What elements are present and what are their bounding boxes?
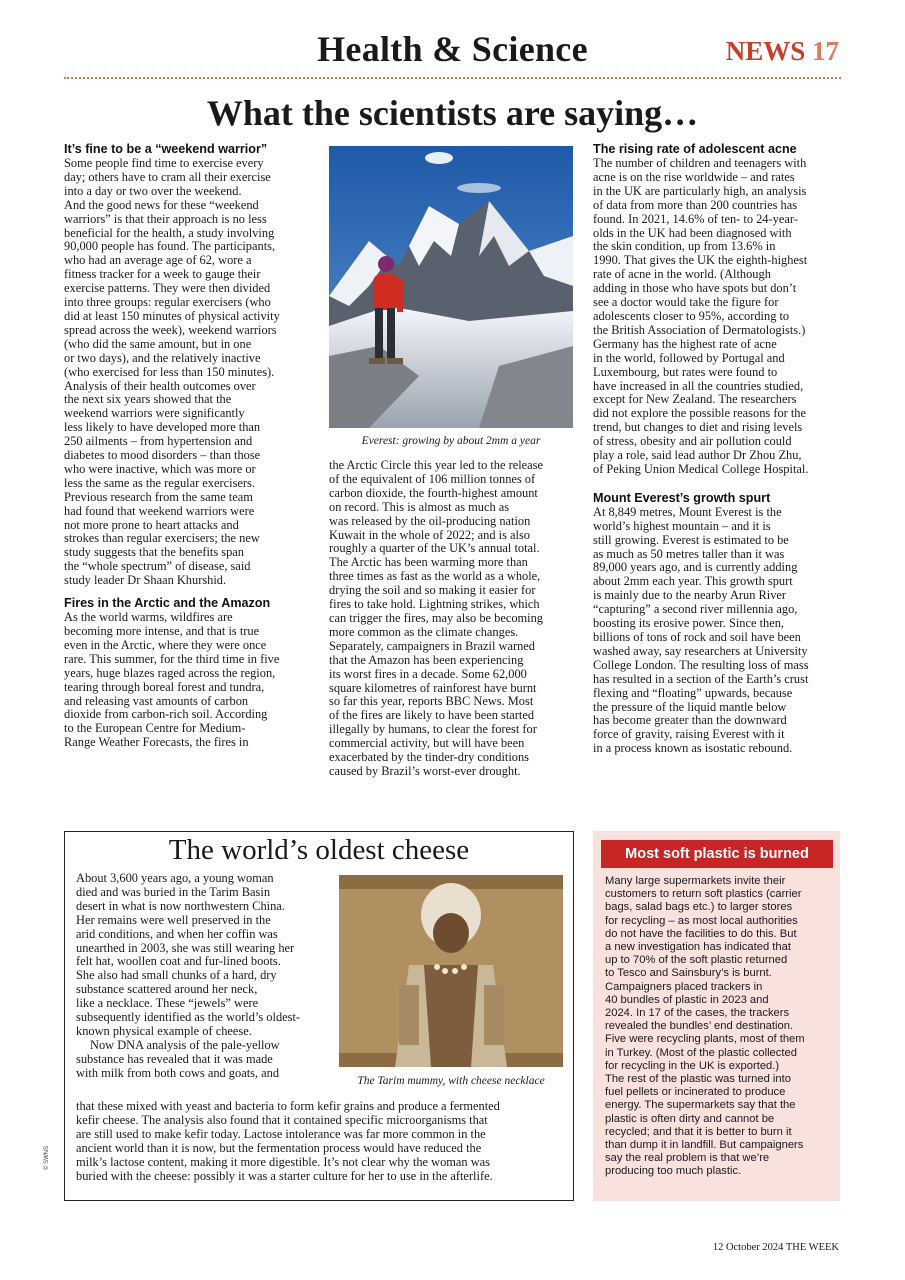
text-line: acne is on the rise worldwide – and rates [593, 169, 795, 184]
text-line: that these mixed with yeast and bacteria to form kefir grains and produce a fermented [76, 1099, 500, 1113]
article-body-weekend [64, 157, 322, 588]
text-line: force of gravity, raising Everest with it [593, 727, 785, 742]
page-footer [713, 1242, 839, 1253]
text-line: known physical example of cheese. [76, 1023, 252, 1038]
plastic-body [605, 875, 833, 1179]
text-line: has resulted in a section of the Earth’s crust [593, 671, 809, 686]
text-line: illegally by humans, to clear the forest for [329, 722, 537, 737]
text-line: producing too much plastic. [605, 1165, 742, 1178]
text-line: say the real problem is that we’re [605, 1152, 770, 1165]
text-line: customers to return soft plastics (carrier [605, 888, 802, 901]
text-line: Previous research from the same team [64, 489, 253, 504]
plastic-heading: Most soft plastic is burned [601, 840, 833, 868]
text-line: its worst fires in a decade. Some 62,000 [329, 666, 527, 681]
text-line: recycled; and that it is better to burn it [605, 1125, 792, 1138]
text-line: the pressure of the liquid mantle below [593, 699, 787, 714]
text-line: are still used to make kefir today. Lactose intolerance was far more common in the [76, 1126, 486, 1141]
text-line: caused by Brazil’s worst-ever drought. [329, 763, 521, 778]
text-line: billions of tons of rock and soil have been [593, 630, 801, 644]
text-line: washed away, say researchers at University [593, 643, 808, 658]
article-body-everest [593, 506, 843, 756]
text-line: three times as fast as the world as a whole, [329, 569, 541, 584]
text-line: 1990. That gives the UK the eighth-highest [593, 253, 808, 268]
text-line: to Tesco and Sainsbury’s is burnt. [605, 967, 772, 980]
text-line: Separately, campaigners in Brazil warned [329, 638, 535, 653]
text-line: study suggests that the benefits span [64, 545, 244, 560]
text-line: buried with the cheese: possibly it was a starter culture for her to use in the afterlife. [76, 1168, 493, 1183]
text-line: substance has revealed that it was made [76, 1051, 273, 1066]
text-line: strokes than regular exercisers; the new [64, 531, 260, 546]
text-line: for recycling – as most local authorities [605, 914, 798, 927]
text-line: with milk from both cows and goats, and [76, 1065, 280, 1080]
text-line: energy. The supermarkets say that the [605, 1099, 796, 1112]
text-line: so far this year, reports BBC News. Most [329, 694, 534, 709]
text-line: fitness tracker for a week to gauge their [64, 267, 261, 282]
text-line: the next six years showed that the [64, 392, 232, 407]
header-rule [64, 77, 841, 79]
text-line: exacerbated by the tinder-dry conditions [329, 750, 529, 765]
text-line: fires to take hold. Lightning strikes, which [329, 597, 540, 612]
text-line: 40 bundles of plastic in 2023 and [605, 993, 769, 1006]
text-line: see a doctor would take the figure for [593, 295, 779, 310]
text-line: of Peking Union Medical College Hospital. [593, 461, 809, 476]
text-line: Five were recycling plants, most of them [605, 1033, 805, 1046]
text-line: world’s highest mountain – and it is [593, 518, 771, 533]
cheese-title: The world’s oldest cheese [168, 834, 470, 866]
text-line: had found that weekend warriors were [64, 503, 255, 518]
text-line: The Arctic has been warming more than [329, 555, 528, 570]
article-body-fires-part2 [329, 459, 579, 779]
article-heading-weekend: It’s fine to be a “weekend warrior” [64, 142, 268, 156]
text-line: rate of acne in the world. (Although [593, 267, 771, 282]
text-line: have increased in all the countries studied, [593, 378, 804, 393]
text-line: tearing through boreal forest and tundra, [64, 679, 265, 694]
text-line: except for New Zealand. The researchers [593, 392, 797, 407]
cheese-body-left [76, 872, 338, 1081]
text-line: into a day or two over the weekend. [64, 183, 242, 198]
text-line: Germany has the highest rate of acne [593, 336, 777, 351]
text-line: play a role, said lead author Dr Zhou Zhu, [593, 448, 802, 463]
text-line: Many large supermarkets invite their [605, 875, 786, 887]
text-line: subsequently identified as the world’s oldest- [76, 1010, 301, 1025]
text-line: milk’s lactose content, making it more digestible. It’s not clear why the woman was [76, 1154, 490, 1169]
text-line: a new investigation has indicated that [605, 941, 791, 954]
text-line: of stress, obesity and air pollution could [593, 434, 792, 449]
text-line: arid conditions, and when her coffin was [76, 926, 278, 941]
text-line: fuel pellets or incinerated to produce [605, 1086, 786, 1099]
text-line: olds in the UK had been diagnosed with [593, 225, 792, 240]
text-line: felt hat, woollen coat and fur-lined boots. [76, 954, 281, 969]
text-line: dioxide from carbon-rich soil. According [64, 707, 268, 722]
text-line: spread across the week), weekend warriors [64, 322, 277, 337]
text-line: on record. This is almost as much as [329, 499, 510, 514]
text-line: like a necklace. These “jewels” were [76, 996, 259, 1011]
mummy-photo [339, 875, 563, 1067]
text-line: died and was buried in the Tarim Basin [76, 884, 271, 899]
text-line: College London. The resulting loss of mass [593, 657, 809, 672]
text-line: the “whole spectrum” of disease, said [64, 559, 251, 574]
text-line: beneficial for the health, a study involving [64, 225, 275, 240]
column-left [64, 142, 322, 750]
text-line: less likely to have developed more than [64, 420, 261, 435]
text-line: trend, but changes to diet and rising levels [593, 420, 803, 435]
text-line: up to 70% of the soft plastic returned [605, 954, 788, 967]
text-line: Luxembourg, but rates were found to [593, 364, 778, 379]
text-line: is mainly due to the nearby Arun River [593, 588, 787, 603]
article-body-acne [593, 157, 843, 477]
column-right [593, 142, 843, 756]
text-line: unearthed in 2003, she was still wearing her [76, 940, 295, 955]
text-line: was released by the oil-producing nation [329, 513, 531, 528]
text-line: “capturing” a second river millennia ago, [593, 602, 798, 617]
text-line: 2024. In 17 of the cases, the trackers [605, 1007, 790, 1020]
text-line: still growing. Everest is estimated to be [593, 532, 789, 547]
text-line: of the equivalent of 106 million tonnes of [329, 471, 536, 486]
text-line: and releasing vast amounts of carbon [64, 693, 249, 708]
text-line: rare. This summer, for the third time in five [64, 651, 280, 666]
text-line: adding in those who have spots but don’t [593, 281, 797, 296]
text-line: 250 ailments – from hypertension and [64, 434, 253, 449]
text-line: exercise patterns. They were then divided [64, 281, 271, 296]
text-line: She also had small chunks of a hard, dry [76, 968, 277, 983]
text-line: do not have the facilities to do this. But [605, 927, 797, 940]
text-line: Range Weather Forecasts, the fires in [64, 735, 249, 750]
text-line: Her remains were well preserved in the [76, 912, 271, 927]
text-line: square kilometres of rainforest have burnt [329, 680, 537, 695]
cheese-body-full [76, 1100, 568, 1183]
text-line: The rest of the plastic was turned into [605, 1073, 791, 1086]
text-line: flexing and “floating” upwards, because [593, 685, 793, 700]
text-line: ancient world than it is now, but the fermentation process would have reduced the [76, 1140, 482, 1155]
text-line: in the world, followed by Portugal and [593, 350, 785, 365]
text-line: of data from more than 200 countries has [593, 197, 798, 212]
news-label: NEWS [725, 36, 806, 66]
text-line: roughly a quarter of the UK’s annual total. [329, 541, 540, 556]
text-line: has become greater than the downward [593, 713, 787, 728]
article-heading-fires: Fires in the Arctic and the Amazon [64, 596, 271, 611]
text-line: commercial activity, but will have been [329, 736, 525, 751]
text-line: (who did the same amount, but in one [64, 336, 252, 351]
text-line: desert in what is now northwestern China. [76, 898, 285, 913]
issue-date: 12 October 2024 [712, 1242, 784, 1253]
text-line: years, huge blazes raged across the region, [64, 665, 276, 680]
text-line: less the same as the regular exercisers. [64, 475, 255, 490]
text-line: not more prone to heart attacks and [64, 517, 239, 532]
text-line: the skin condition, up from 13.6% in [593, 239, 776, 254]
photo-credit: © SWNS [44, 1145, 50, 1170]
text-line: than dump it in landfill. But campaigners [605, 1139, 804, 1152]
text-line: And the good news for these “weekend [64, 197, 259, 212]
text-line: drying the soil and so making it easier for [329, 583, 536, 598]
text-line: revealed the bundles’ end destination. [605, 1020, 794, 1033]
text-line: did at least 150 minutes of physical activity [64, 308, 280, 323]
mummy-caption: The Tarim mummy, with cheese necklace [357, 1075, 545, 1087]
text-line: who had an average age of 62, wore a [64, 253, 252, 268]
section-title: Health & Science [317, 29, 588, 69]
text-line: The number of children and teenagers with [593, 156, 807, 170]
text-line: did not explore the possible reasons for the [593, 406, 807, 421]
text-line: about 2mm each year. This growth spurt [593, 574, 793, 589]
text-line: the British Association of Dermatologists.) [593, 322, 806, 337]
everest-photo [329, 146, 573, 428]
text-line: bags, salad bags etc.) to larger stores [605, 901, 793, 914]
page-number: 17 [812, 36, 839, 66]
text-line: Analysis of their health outcomes over [64, 378, 256, 393]
mummy-image [339, 875, 563, 1067]
text-line: diabetes to mood disorders – than those [64, 448, 261, 463]
text-line: in Turkey. (Most of the plastic collected [605, 1046, 797, 1059]
text-line: Campaigners placed trackers in [605, 980, 763, 993]
text-line: substance scattered around her neck, [76, 982, 258, 997]
text-line: more common as the climate changes. [329, 624, 519, 639]
text-line: Now DNA analysis of the pale-yellow [90, 1037, 280, 1052]
text-line: study leader Dr Shaan Khurshid. [64, 573, 227, 588]
text-line: even in the Arctic, where they were once [64, 637, 267, 652]
publication-name: THE WEEK [785, 1242, 839, 1253]
text-line: or two days), and the relatively inactive [64, 350, 261, 365]
article-heading-acne: The rising rate of adolescent acne [593, 142, 797, 156]
text-line: (who exercised for less than 150 minutes). [64, 364, 275, 379]
text-line: in a process known as isostatic rebound. [593, 741, 793, 756]
article-heading-everest: Mount Everest’s growth spurt [593, 490, 771, 505]
text-line: warriors” is that their approach is no less [64, 211, 267, 226]
text-line: boosting its erosive power. Since then, [593, 616, 784, 631]
text-line: As the world warms, wildfires are [64, 610, 233, 625]
text-line: weekend warriors were significantly [64, 406, 245, 421]
text-line: About 3,600 years ago, a young woman [76, 871, 274, 885]
text-line: into three groups: regular exercisers (who [64, 295, 271, 310]
text-line: to the European Centre for Medium- [64, 721, 246, 736]
text-line: can trigger the fires, may also be becoming [329, 610, 544, 625]
text-line: of the fires are likely to have been started [329, 708, 535, 723]
text-line: 89,000 years ago, and is currently adding [593, 560, 798, 575]
text-line: as much as 50 metres taller than it was [593, 546, 785, 561]
text-line: adolescents closer to 95%, according to [593, 308, 790, 323]
everest-caption: Everest: growing by about 2mm a year [361, 435, 541, 447]
text-line: for recycling in the UK is exported.) [605, 1059, 780, 1072]
everest-image [329, 146, 573, 428]
text-line: becoming more intense, and that is true [64, 624, 260, 638]
text-line: carbon dioxide, the fourth-highest amount [329, 485, 538, 500]
text-line: Some people find time to exercise every [64, 156, 264, 170]
text-line: Kuwait in the whole of 2022; and is also [329, 527, 530, 542]
page-headline: What the scientists are saying… [206, 93, 699, 133]
text-line: in the UK are particularly high, an analysis [593, 183, 807, 198]
text-line: At 8,849 metres, Mount Everest is the [593, 504, 782, 519]
text-line: kefir cheese. The analysis also found that it contained specific microorganisms that [76, 1112, 488, 1127]
text-line: plastic is often dirty and cannot be [605, 1112, 775, 1125]
article-body-fires-part1 [64, 611, 322, 750]
text-line: found. In 2021, 14.6% of ten- to 24-year- [593, 211, 798, 226]
text-line: who were inactive, which was more or [64, 461, 256, 476]
text-line: 90,000 people has found. The participants, [64, 239, 276, 254]
text-line: the Arctic Circle this year led to the release [329, 458, 543, 472]
page-label [726, 36, 839, 67]
text-line: that the Amazon has been experiencing [329, 652, 524, 667]
text-line: day; others have to cram all their exercise [64, 169, 271, 184]
